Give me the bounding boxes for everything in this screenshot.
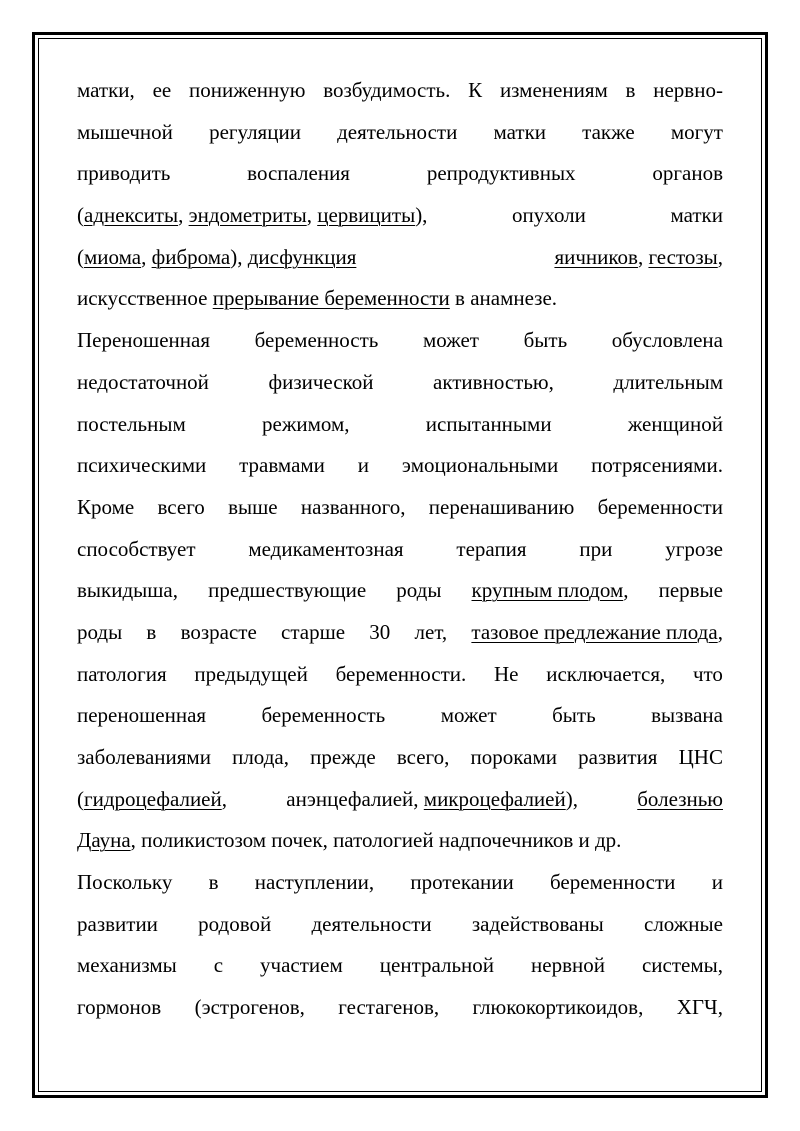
word: (гидроцефалией,	[77, 786, 227, 811]
word: медикаментозная	[248, 536, 404, 561]
word: предшествующие	[208, 578, 367, 603]
word	[637, 779, 723, 821]
word: репродуктивных	[426, 161, 576, 186]
hyperlink[interactable]: гидроцефалией	[84, 786, 222, 811]
text-line	[77, 779, 723, 821]
word: всего	[157, 494, 205, 519]
text-line	[77, 737, 723, 779]
word: ее	[152, 78, 172, 102]
word: воспаления	[247, 161, 350, 186]
word: развития	[578, 745, 658, 769]
word: вызвана	[651, 703, 723, 728]
word: наступлении,	[254, 870, 375, 895]
text-line	[77, 570, 723, 612]
word: обусловлена	[611, 328, 723, 353]
word: быть	[523, 328, 568, 353]
word: деятельности	[311, 911, 432, 936]
word: системы,	[641, 953, 723, 978]
text-line	[77, 612, 723, 654]
word: в	[146, 619, 157, 644]
word: матки	[670, 203, 723, 228]
word: быть	[552, 703, 596, 728]
word: женщиной	[627, 411, 723, 436]
word: что	[692, 661, 723, 686]
word: роды	[77, 619, 123, 644]
word: лет,	[414, 619, 448, 644]
word: режимом,	[262, 411, 350, 436]
text-line	[77, 654, 723, 696]
word: активностью,	[433, 369, 554, 394]
word: роды	[396, 578, 442, 603]
word: К	[468, 78, 483, 102]
word: названного,	[300, 494, 406, 519]
text-line: Дауна, поликистозом почек, патологией надпочечников и др.	[77, 828, 622, 853]
text-line	[77, 862, 723, 904]
word: беременность	[254, 328, 379, 353]
word: яичников, гестозы,	[554, 244, 723, 269]
text-line	[77, 237, 723, 279]
word: органов	[652, 161, 723, 186]
word: исключается,	[546, 661, 666, 686]
text-line	[77, 112, 723, 154]
word: беременности.	[335, 661, 467, 686]
word: сложные	[644, 911, 723, 936]
word: протекании	[410, 870, 514, 895]
word: недостаточной	[77, 369, 209, 394]
word: предыдущей	[194, 661, 308, 686]
text-line	[77, 904, 723, 946]
word: ХГЧ,	[676, 995, 723, 1020]
word: (миома, фиброма), дисфункция	[77, 244, 357, 269]
word: Кроме	[77, 494, 135, 519]
word: постельным	[77, 411, 186, 436]
text-line	[77, 195, 723, 237]
word: выше	[228, 494, 278, 519]
word: матки,	[77, 78, 135, 102]
word: регуляции	[209, 119, 301, 144]
word: Переношенная	[77, 328, 210, 353]
word: ЦНС	[678, 745, 723, 769]
word: заболеваниями	[77, 745, 211, 769]
word: гестагенов,	[338, 995, 440, 1020]
word: возбудимость.	[323, 78, 451, 102]
word: (аднекситы, эндометриты, цервициты),	[77, 203, 428, 228]
word: анэнцефалией, микроцефалией),	[286, 786, 578, 811]
word: и	[357, 453, 370, 478]
word: мышечной	[77, 119, 173, 144]
word: плода,	[232, 745, 289, 769]
text-line	[77, 529, 723, 571]
word: крупным плодом,	[471, 578, 629, 603]
word: развитии	[77, 911, 158, 936]
word: травмами	[239, 453, 325, 478]
word: может	[422, 328, 479, 353]
word: Не	[494, 661, 519, 686]
word: физической	[268, 369, 374, 394]
hyperlink[interactable]: Дауна	[77, 828, 131, 853]
word: первые	[658, 578, 723, 603]
word: беременность	[261, 703, 386, 728]
text-line	[77, 404, 723, 446]
word: приводить	[77, 161, 171, 186]
word: и	[711, 870, 723, 895]
text-line	[77, 362, 723, 404]
word: Поскольку	[77, 870, 173, 895]
word: деятельности	[337, 119, 458, 144]
word: также	[582, 119, 635, 144]
word: может	[440, 703, 497, 728]
word: механизмы	[77, 953, 177, 978]
word: эмоциональными	[401, 453, 559, 478]
hyperlink[interactable]: яичников	[554, 244, 638, 269]
word: глюкокортикоидов,	[472, 995, 644, 1020]
word: способствует	[77, 536, 196, 561]
hyperlink[interactable]: цервициты	[317, 203, 416, 228]
hyperlink[interactable]: фиброма	[151, 244, 231, 269]
word: пониженную	[188, 78, 306, 102]
hyperlink[interactable]: дисфункция	[247, 244, 357, 269]
hyperlink[interactable]: микроцефалией	[423, 786, 566, 811]
word: беременности	[550, 870, 676, 895]
word: тазовое предлежание плода,	[471, 619, 723, 644]
word: старше	[281, 619, 346, 644]
text-line	[77, 70, 723, 112]
word: 30	[369, 619, 391, 644]
text-line	[77, 445, 723, 487]
word: могут	[670, 119, 723, 144]
word: прежде	[310, 745, 376, 769]
word: угрозе	[665, 536, 723, 561]
word: нервной	[531, 953, 605, 978]
text-line	[77, 320, 723, 362]
text-line	[77, 945, 723, 987]
word: гормонов	[77, 995, 162, 1020]
word: опухоли	[512, 203, 586, 228]
word: терапия	[456, 536, 527, 561]
word: длительным	[613, 369, 723, 394]
word: испытанными	[425, 411, 552, 436]
word: психическими	[77, 453, 207, 478]
word: выкидыша,	[77, 578, 179, 603]
hyperlink[interactable]: тазовое предлежание плода	[471, 619, 718, 644]
hyperlink[interactable]: прерывание беременности	[212, 286, 450, 311]
text-line: искусственное прерывание беременности в анамнезе.	[77, 286, 558, 311]
word: в	[208, 870, 219, 895]
word: центральной	[379, 953, 495, 978]
word: всего,	[396, 745, 450, 769]
word: при	[579, 536, 613, 561]
word: пороками	[470, 745, 557, 769]
text-line	[77, 695, 723, 737]
word: участием	[260, 953, 343, 978]
hyperlink[interactable]: аднекситы	[84, 203, 179, 228]
text-line	[77, 153, 723, 195]
word: в	[625, 78, 636, 102]
word: изменениям	[499, 78, 608, 102]
word: с	[213, 953, 224, 978]
hyperlink[interactable]: гестозы	[648, 244, 718, 269]
word: возрасте	[180, 619, 257, 644]
word: (эстрогенов,	[194, 995, 305, 1020]
word: родовой	[198, 911, 272, 936]
hyperlink[interactable]: болезнью	[637, 786, 723, 811]
text-line	[77, 487, 723, 529]
hyperlink[interactable]: миома	[84, 244, 142, 269]
word: потрясениями.	[591, 453, 723, 478]
word: матки	[493, 119, 547, 144]
word: перенашиванию	[428, 494, 575, 519]
word: нервно-	[653, 78, 723, 102]
word: задействованы	[471, 911, 604, 936]
document-body-text	[77, 70, 723, 1029]
text-line	[77, 987, 723, 1029]
word: беременности	[597, 494, 723, 519]
hyperlink[interactable]: крупным плодом	[471, 578, 624, 603]
word: патология	[77, 661, 167, 686]
hyperlink[interactable]: эндометриты	[188, 203, 307, 228]
word: переношенная	[77, 703, 207, 728]
